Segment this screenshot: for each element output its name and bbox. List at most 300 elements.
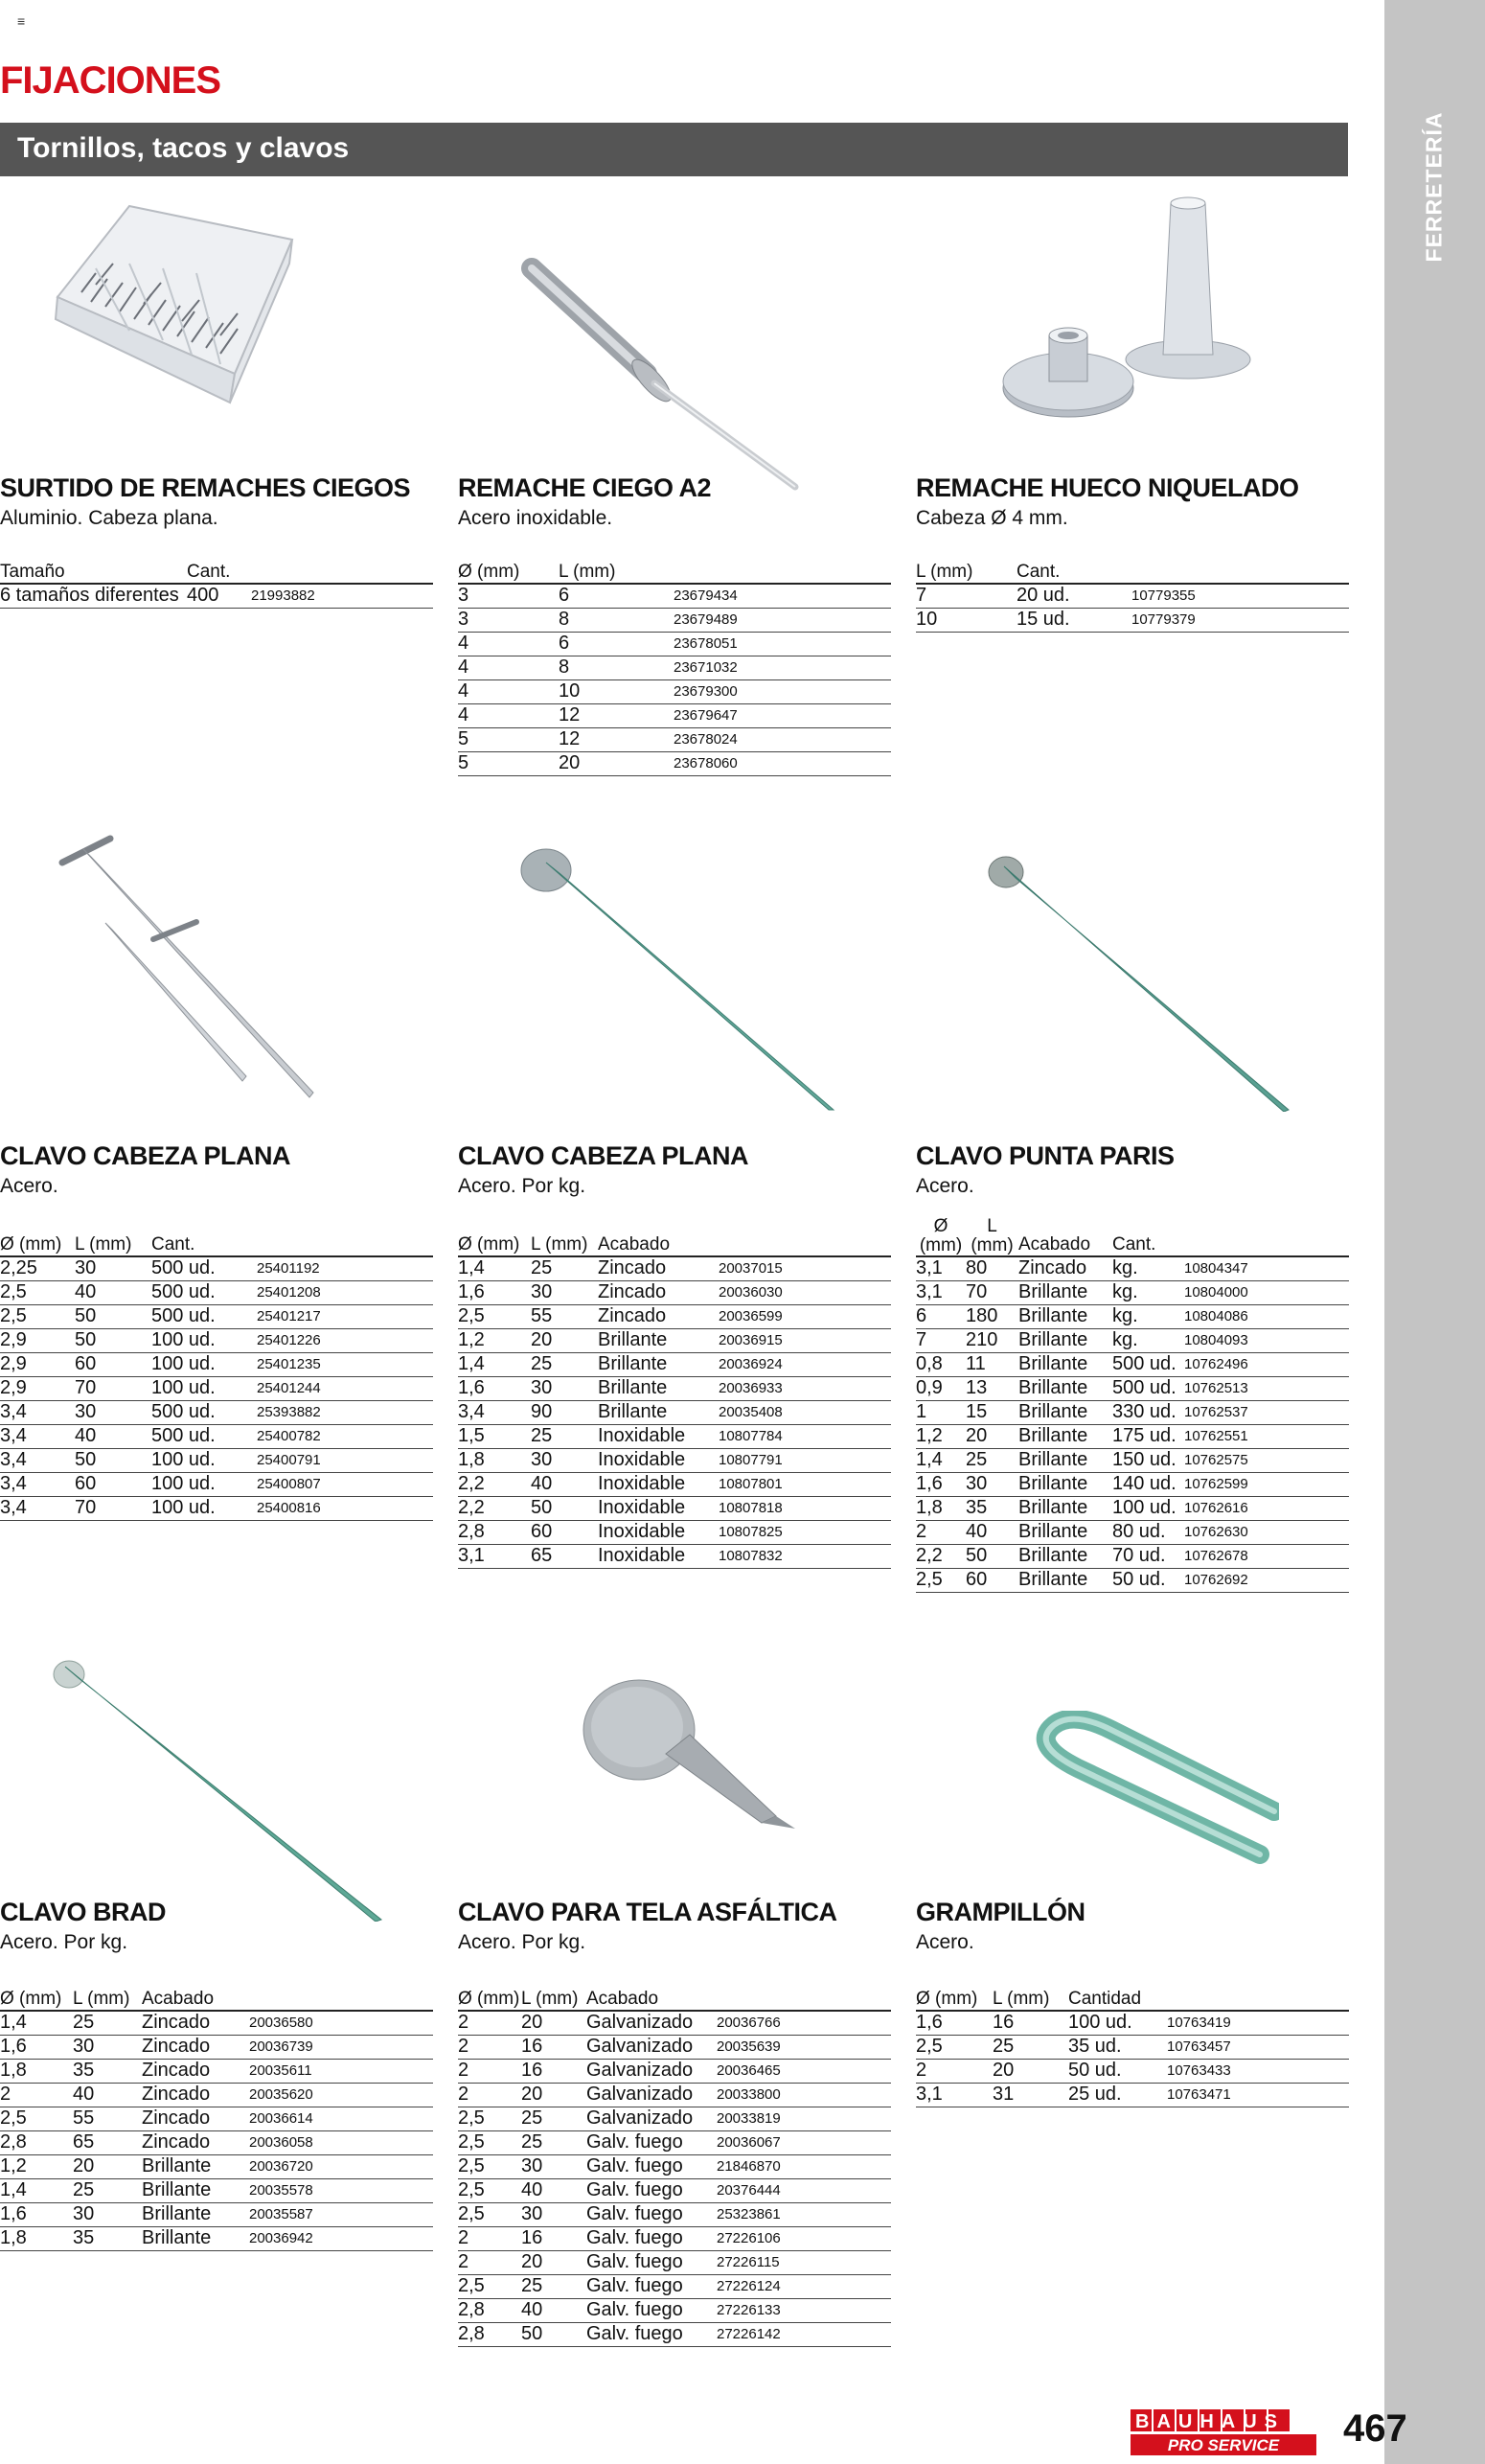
- table-row: [916, 1280, 1349, 1304]
- table-cell: 55: [73, 2107, 142, 2130]
- table-cell: 50: [75, 1304, 151, 1328]
- table-row: [458, 727, 891, 751]
- column-header: Cant.: [187, 559, 251, 584]
- table-cell: 50: [966, 1544, 1018, 1568]
- table-cell: 6 tamaños diferentes: [0, 584, 187, 608]
- table-row: [0, 2130, 433, 2154]
- table-cell: 2,2: [458, 1496, 531, 1520]
- table-row: [458, 2274, 891, 2298]
- column-header: L (mm): [916, 559, 1017, 584]
- table-cell: Zincado: [1018, 1256, 1112, 1280]
- table-row: [0, 1448, 433, 1472]
- table-row: [0, 2202, 433, 2226]
- table-cell: 1,8: [458, 1448, 531, 1472]
- table-cell: 2,9: [0, 1328, 75, 1352]
- table-row: [458, 632, 891, 656]
- table-row: [458, 1472, 891, 1496]
- table-cell: 8: [559, 608, 674, 632]
- menu-mark: ≡: [17, 13, 26, 29]
- table-cell: 20: [559, 751, 674, 775]
- table-cell: 1,4: [916, 1448, 966, 1472]
- table-cell: 1,4: [0, 2178, 73, 2202]
- product-title: CLAVO PUNTA PARIS: [916, 1141, 1175, 1170]
- article-number: 10762496: [1184, 1352, 1349, 1376]
- table-cell: 1,6: [0, 2202, 73, 2226]
- table-cell: 2,8: [458, 2298, 521, 2322]
- table-cell: 100 ud.: [151, 1496, 257, 1520]
- article-number: 10807784: [719, 1424, 891, 1448]
- table-cell: 60: [966, 1568, 1018, 1592]
- table-cell: 6: [559, 632, 674, 656]
- table-cell: Brillante: [1018, 1328, 1112, 1352]
- article-number: 27226115: [717, 2250, 891, 2274]
- article-number: 10804000: [1184, 1280, 1349, 1304]
- table-row: [0, 1376, 433, 1400]
- table-row: [916, 2059, 1349, 2083]
- flat-head-nails-icon: [53, 834, 417, 1112]
- column-header: Ø (mm): [458, 1232, 531, 1256]
- page-number: 467: [1343, 2407, 1407, 2450]
- table-cell: 35: [966, 1496, 1018, 1520]
- table-cell: 2,5: [916, 1568, 966, 1592]
- table-cell: 15: [966, 1400, 1018, 1424]
- article-number: 25401226: [257, 1328, 433, 1352]
- table-cell: Brillante: [1018, 1544, 1112, 1568]
- table-row: [0, 2035, 433, 2059]
- article-number: 20036915: [719, 1328, 891, 1352]
- table-cell: 1: [916, 1400, 966, 1424]
- table-cell: 210: [966, 1328, 1018, 1352]
- table-cell: 1,6: [916, 2011, 993, 2035]
- article-number: 23678051: [674, 632, 891, 656]
- table-cell: 100 ud.: [1068, 2011, 1167, 2035]
- spec-table-body: [0, 2011, 433, 2250]
- table-row: [0, 2154, 433, 2178]
- article-number: 10763471: [1167, 2083, 1349, 2107]
- table-row: [916, 1352, 1349, 1376]
- table-cell: 2,9: [0, 1352, 75, 1376]
- article-number: 10762599: [1184, 1472, 1349, 1496]
- table-row: [0, 1424, 433, 1448]
- table-cell: 50: [75, 1328, 151, 1352]
- spec-table: [916, 1212, 1349, 1593]
- table-cell: Zincado: [142, 2011, 249, 2035]
- product-desc: Acero.: [0, 1175, 58, 1197]
- table-row: [0, 2226, 433, 2250]
- table-cell: Galvanizado: [586, 2107, 717, 2130]
- table-cell: 60: [75, 1472, 151, 1496]
- table-row: [458, 1448, 891, 1472]
- column-header: Acabado: [586, 1986, 717, 2011]
- table-cell: 1,8: [0, 2226, 73, 2250]
- column-header: Ø (mm): [0, 1232, 75, 1256]
- table-cell: Galv. fuego: [586, 2130, 717, 2154]
- article-number: 20036465: [717, 2059, 891, 2083]
- table-cell: Brillante: [1018, 1568, 1112, 1592]
- table-cell: 2: [458, 2059, 521, 2083]
- table-row: [458, 1520, 891, 1544]
- article-number: 20033800: [717, 2083, 891, 2107]
- table-cell: 3,1: [916, 2083, 993, 2107]
- table-cell: kg.: [1112, 1304, 1184, 1328]
- table-cell: 25: [531, 1256, 598, 1280]
- table-cell: 175 ud.: [1112, 1424, 1184, 1448]
- table-cell: 1,4: [458, 1352, 531, 1376]
- table-cell: 20: [73, 2154, 142, 2178]
- table-cell: Inoxidable: [598, 1544, 719, 1568]
- table-cell: 1,6: [916, 1472, 966, 1496]
- table-cell: Galv. fuego: [586, 2202, 717, 2226]
- article-number: 20036720: [249, 2154, 433, 2178]
- category-banner: [0, 123, 1348, 176]
- table-cell: 2,2: [916, 1544, 966, 1568]
- table-cell: 2,2: [458, 1472, 531, 1496]
- article-number: 23678060: [674, 751, 891, 775]
- article-number: 20376444: [717, 2178, 891, 2202]
- table-cell: 16: [521, 2226, 586, 2250]
- table-row: [458, 1256, 891, 1280]
- article-number: 20036030: [719, 1280, 891, 1304]
- table-cell: 50: [521, 2322, 586, 2346]
- table-cell: 3: [458, 608, 559, 632]
- table-cell: 20: [521, 2011, 586, 2035]
- table-cell: 2,5: [0, 1280, 75, 1304]
- article-number: 20036614: [249, 2107, 433, 2130]
- table-row: [916, 1448, 1349, 1472]
- table-cell: 3,4: [0, 1496, 75, 1520]
- table-cell: 30: [966, 1472, 1018, 1496]
- table-cell: 70 ud.: [1112, 1544, 1184, 1568]
- table-cell: 70: [75, 1496, 151, 1520]
- table-row: [916, 1568, 1349, 1592]
- column-header: L (mm): [993, 1986, 1068, 2011]
- table-row: [458, 2202, 891, 2226]
- table-cell: Zincado: [142, 2130, 249, 2154]
- product-title: CLAVO PARA TELA ASFÁLTICA: [458, 1898, 837, 1926]
- table-cell: 3,1: [458, 1544, 531, 1568]
- table-cell: 7: [916, 584, 1017, 608]
- table-cell: 150 ud.: [1112, 1448, 1184, 1472]
- product-desc: Cabeza Ø 4 mm.: [916, 507, 1068, 529]
- table-row: [458, 608, 891, 632]
- table-cell: 25: [521, 2107, 586, 2130]
- table-row: [0, 1280, 433, 1304]
- table-row: [916, 2083, 1349, 2107]
- table-cell: 30: [75, 1400, 151, 1424]
- hollow-rivet-icon: [996, 192, 1274, 460]
- table-row: [458, 1424, 891, 1448]
- table-cell: Brillante: [598, 1328, 719, 1352]
- table-row: [916, 1520, 1349, 1544]
- table-cell: Brillante: [1018, 1448, 1112, 1472]
- table-cell: 40: [966, 1520, 1018, 1544]
- product-desc: Acero inoxidable.: [458, 507, 613, 529]
- article-number: 20036766: [717, 2011, 891, 2035]
- spec-table: [458, 1232, 891, 1569]
- table-cell: 25: [73, 2011, 142, 2035]
- table-cell: Zincado: [142, 2083, 249, 2107]
- table-row: [0, 2011, 433, 2035]
- article-number: 10779355: [1131, 584, 1349, 608]
- table-cell: 2: [458, 2083, 521, 2107]
- table-cell: Galv. fuego: [586, 2178, 717, 2202]
- table-cell: 35: [73, 2226, 142, 2250]
- table-cell: 3,4: [0, 1424, 75, 1448]
- spec-table: [0, 1232, 433, 1521]
- table-cell: 15 ud.: [1017, 608, 1131, 632]
- table-cell: 30: [75, 1256, 151, 1280]
- table-cell: 25: [521, 2130, 586, 2154]
- table-row: [458, 2107, 891, 2130]
- table-cell: Brillante: [1018, 1304, 1112, 1328]
- table-cell: Inoxidable: [598, 1472, 719, 1496]
- table-cell: 0,8: [916, 1352, 966, 1376]
- side-tab[interactable]: FERRETERÍA: [1421, 111, 1447, 263]
- product-title: GRAMPILLÓN: [916, 1898, 1085, 1926]
- table-cell: 3,4: [0, 1472, 75, 1496]
- article-number: 25401192: [257, 1256, 433, 1280]
- table-row: [0, 2178, 433, 2202]
- article-number: 10807818: [719, 1496, 891, 1520]
- table-cell: Zincado: [598, 1304, 719, 1328]
- article-number: 10763419: [1167, 2011, 1349, 2035]
- table-cell: Zincado: [142, 2035, 249, 2059]
- table-row: [916, 584, 1349, 608]
- table-cell: 70: [75, 1376, 151, 1400]
- spec-table: [458, 559, 891, 776]
- table-row: [458, 2011, 891, 2035]
- column-header: Acabado: [142, 1986, 249, 2011]
- column-header: [717, 1986, 891, 2011]
- spec-table-body: [916, 1256, 1349, 1592]
- table-row: [916, 1376, 1349, 1400]
- article-number: 25400791: [257, 1448, 433, 1472]
- table-row: [0, 1256, 433, 1280]
- table-cell: Brillante: [598, 1400, 719, 1424]
- table-row: [0, 1304, 433, 1328]
- article-number: 23679489: [674, 608, 891, 632]
- table-row: [0, 2107, 433, 2130]
- spec-table: [0, 559, 433, 609]
- table-cell: 25 ud.: [1068, 2083, 1167, 2107]
- column-header: L (mm): [75, 1232, 151, 1256]
- product-title: CLAVO CABEZA PLANA: [0, 1141, 290, 1170]
- table-cell: 1,5: [458, 1424, 531, 1448]
- table-cell: 330 ud.: [1112, 1400, 1184, 1424]
- table-cell: 13: [966, 1376, 1018, 1400]
- table-row: [0, 584, 433, 608]
- article-number: 20036058: [249, 2130, 433, 2154]
- article-number: 21993882: [251, 584, 433, 608]
- table-cell: 5: [458, 751, 559, 775]
- article-number: 10807791: [719, 1448, 891, 1472]
- column-header: Cant.: [1112, 1212, 1184, 1256]
- table-cell: Galvanizado: [586, 2083, 717, 2107]
- table-cell: 500 ud.: [151, 1400, 257, 1424]
- table-cell: 1,8: [0, 2059, 73, 2083]
- table-cell: Brillante: [598, 1376, 719, 1400]
- column-header: Cant.: [151, 1232, 257, 1256]
- table-cell: 11: [966, 1352, 1018, 1376]
- table-cell: 2: [0, 2083, 73, 2107]
- product-desc: Aluminio. Cabeza plana.: [0, 507, 218, 529]
- spec-table-body: [0, 584, 433, 608]
- article-number: 20033819: [717, 2107, 891, 2130]
- article-number: 23679434: [674, 584, 891, 608]
- table-cell: 30: [73, 2202, 142, 2226]
- table-cell: Brillante: [1018, 1352, 1112, 1376]
- table-cell: 500 ud.: [151, 1280, 257, 1304]
- table-cell: 2,5: [0, 1304, 75, 1328]
- table-cell: Brillante: [142, 2226, 249, 2250]
- table-cell: 20: [521, 2250, 586, 2274]
- table-cell: 16: [993, 2011, 1068, 2035]
- article-number: 10807801: [719, 1472, 891, 1496]
- column-header: Ø (mm): [916, 1212, 966, 1256]
- table-cell: 25: [966, 1448, 1018, 1472]
- table-row: [0, 2083, 433, 2107]
- u-staple-icon: [1020, 1711, 1279, 1874]
- table-row: [916, 1304, 1349, 1328]
- spec-table: [916, 559, 1349, 633]
- article-number: 20035620: [249, 2083, 433, 2107]
- article-number: 25401244: [257, 1376, 433, 1400]
- logo-text-bottom: PRO SERVICE: [1167, 2436, 1280, 2454]
- table-cell: 25: [73, 2178, 142, 2202]
- table-cell: 40: [75, 1280, 151, 1304]
- table-cell: 2: [458, 2250, 521, 2274]
- table-cell: 70: [966, 1280, 1018, 1304]
- table-cell: 50 ud.: [1068, 2059, 1167, 2083]
- article-number: 25393882: [257, 1400, 433, 1424]
- article-number: 20035587: [249, 2202, 433, 2226]
- table-row: [916, 1472, 1349, 1496]
- table-row: [458, 584, 891, 608]
- bauhaus-logo[interactable]: [1129, 2407, 1318, 2457]
- product-title: SURTIDO DE REMACHES CIEGOS: [0, 473, 411, 502]
- article-number: 20035578: [249, 2178, 433, 2202]
- article-number: 10763457: [1167, 2035, 1349, 2059]
- table-cell: 30: [521, 2154, 586, 2178]
- table-row: [0, 1352, 433, 1376]
- table-cell: 2,9: [0, 1376, 75, 1400]
- table-cell: Brillante: [142, 2202, 249, 2226]
- rivet-assortment-box-icon: [38, 196, 307, 426]
- article-number: 20036942: [249, 2226, 433, 2250]
- table-row: [458, 751, 891, 775]
- logo-text-top: BAUHAUS: [1135, 2411, 1285, 2432]
- table-cell: 4: [458, 656, 559, 679]
- table-cell: 2,5: [916, 2035, 993, 2059]
- table-cell: 65: [531, 1544, 598, 1568]
- table-cell: Brillante: [1018, 1424, 1112, 1448]
- table-cell: 3: [458, 584, 559, 608]
- column-header: Acabado: [598, 1232, 719, 1256]
- table-row: [916, 1496, 1349, 1520]
- article-number: 10762630: [1184, 1520, 1349, 1544]
- column-header: Ø (mm): [916, 1986, 993, 2011]
- table-cell: kg.: [1112, 1328, 1184, 1352]
- article-number: 10804347: [1184, 1256, 1349, 1280]
- table-cell: 1,2: [458, 1328, 531, 1352]
- table-cell: 2,5: [458, 2202, 521, 2226]
- table-cell: Inoxidable: [598, 1520, 719, 1544]
- article-number: 10779379: [1131, 608, 1349, 632]
- table-cell: 25: [531, 1424, 598, 1448]
- table-cell: 16: [521, 2035, 586, 2059]
- article-number: 10762513: [1184, 1376, 1349, 1400]
- table-row: [458, 2059, 891, 2083]
- table-cell: 55: [531, 1304, 598, 1328]
- roofing-nail-icon: [580, 1668, 800, 1831]
- table-cell: 3,4: [0, 1448, 75, 1472]
- table-row: [916, 1400, 1349, 1424]
- column-header: [674, 559, 891, 584]
- article-number: 27226124: [717, 2274, 891, 2298]
- table-row: [458, 679, 891, 703]
- column-header: [1131, 559, 1349, 584]
- section-title: FIJACIONES: [0, 59, 221, 102]
- table-cell: 1,4: [458, 1256, 531, 1280]
- article-number: 20035408: [719, 1400, 891, 1424]
- table-cell: 4: [458, 632, 559, 656]
- table-cell: Brillante: [1018, 1472, 1112, 1496]
- table-row: [458, 656, 891, 679]
- article-number: 20035611: [249, 2059, 433, 2083]
- table-cell: Galvanizado: [586, 2011, 717, 2035]
- spec-table-body: [458, 2011, 891, 2346]
- table-cell: 7: [916, 1328, 966, 1352]
- table-cell: Galvanizado: [586, 2035, 717, 2059]
- table-cell: 20 ud.: [1017, 584, 1131, 608]
- column-header: [1167, 1986, 1349, 2011]
- table-cell: 100 ud.: [151, 1352, 257, 1376]
- spec-table: [916, 1986, 1349, 2107]
- table-cell: 20: [531, 1328, 598, 1352]
- product-desc: Acero.: [916, 1175, 974, 1197]
- article-number: 10762678: [1184, 1544, 1349, 1568]
- flat-head-nail-green-icon: [508, 834, 843, 1112]
- article-number: 25400807: [257, 1472, 433, 1496]
- table-cell: Brillante: [142, 2154, 249, 2178]
- article-number: 23678024: [674, 727, 891, 751]
- column-header: L (mm): [531, 1232, 598, 1256]
- table-cell: 25: [531, 1352, 598, 1376]
- table-cell: 100 ud.: [151, 1376, 257, 1400]
- table-cell: 30: [73, 2035, 142, 2059]
- table-cell: 1,2: [0, 2154, 73, 2178]
- table-cell: 25: [521, 2274, 586, 2298]
- product-title: REMACHE CIEGO A2: [458, 473, 712, 502]
- column-header: Tamaño: [0, 559, 187, 584]
- article-number: 20036580: [249, 2011, 433, 2035]
- article-number: 10762537: [1184, 1400, 1349, 1424]
- article-number: 23679300: [674, 679, 891, 703]
- table-cell: 60: [75, 1352, 151, 1376]
- column-header: [257, 1232, 433, 1256]
- column-header: L (mm): [966, 1212, 1018, 1256]
- table-cell: 2,8: [458, 1520, 531, 1544]
- table-cell: 2: [916, 2059, 993, 2083]
- column-header: [251, 559, 433, 584]
- column-header: L (mm): [521, 1986, 586, 2011]
- table-cell: 40: [531, 1472, 598, 1496]
- article-number: 10804086: [1184, 1304, 1349, 1328]
- table-cell: 40: [521, 2298, 586, 2322]
- spec-table: [0, 1986, 433, 2251]
- article-number: 21846870: [717, 2154, 891, 2178]
- table-cell: Inoxidable: [598, 1448, 719, 1472]
